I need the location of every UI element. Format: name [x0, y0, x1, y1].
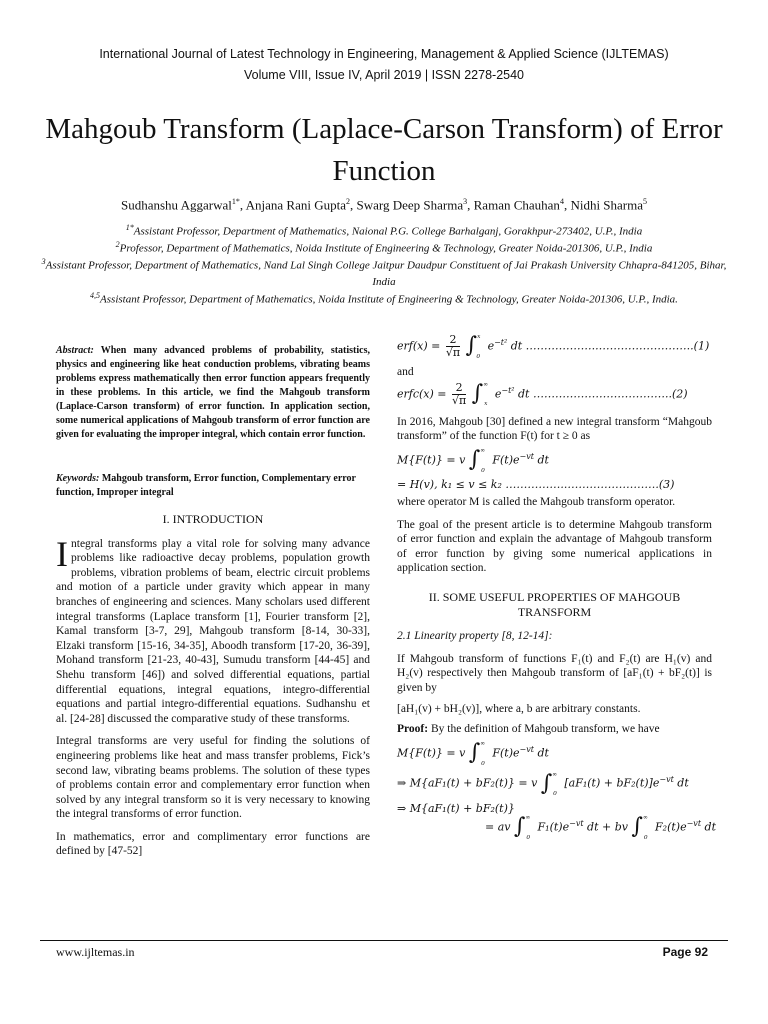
subsection-heading: 2.1 Linearity property [8, 12-14]: [397, 630, 553, 643]
affiliation: $^3$Assistant Professor, Department of Mathematics, Nand Lal Singh College Jaitpur Daudpur Constituent of Jai Prakash University Chhapra-841205, Bihar, India [41, 257, 727, 288]
journal-name: International Journal of Latest Technology in Engineering, Management & Applied Science (IJLTEMAS) [99, 47, 669, 61]
equation-mahgoub-def-2: = H(v), k₁ ≤ v ≤ k₂ ……………..…………………….(3) [397, 478, 675, 492]
keywords-label: Keywords: [56, 473, 100, 484]
equation-proof-3: ⇒ M{aF₁(t) + bF₂(t)} [397, 802, 515, 816]
goal-paragraph: The goal of the present article is to determine Mahgoub transform of error function and explain the advantage of Mahgoub transform of error function by giving some numerical applications in application section. [397, 518, 712, 575]
equation-proof-3b: = av $\int^\infty_0$ $F_1(t)e^{-vt}$ dt + bv $\int^\infty_0$ $F_2(t)e^{-vt}$ dt [485, 813, 716, 841]
author: Sudhanshu Aggarwal [120, 197, 232, 213]
footer-website-link[interactable]: www.ijltemas.in [56, 945, 135, 959]
intro-paragraph-3: In mathematics, error and complimentary error functions are defined by [47-52] [56, 830, 370, 858]
page-number: Page 92 [662, 945, 708, 959]
equation-erf: erf(x) = $\frac{2}{√\pi}$ ∫$^x_0$ $e^{-t^2}$ dt ………………..……………………..(1) [397, 333, 710, 360]
linearity-paragraph: If Mahgoub transform of functions F₁(t) and F₂(t) are H₁(v) and H₂(v) respectively then Mahgoub transform of [aF₁(t) + bF₂(t)] is given by [397, 652, 712, 694]
affiliation: $^{1*}$Assistant Professor, Department of Mathematics, Naional P.G. College Barhalganj, Gorakhpur-273402, U.P., India [125, 223, 643, 238]
affiliation: $^2$Professor, Department of Mathematics, Noida Institute of Engineering & Technology, Greater Noida-201306, U.P., India [115, 240, 653, 255]
affiliation: $^{4,5}$Assistant Professor, Department of Mathematics, Noida Institute of Engineering & Technology, Greater Noida-201306, U.P., India. [90, 291, 678, 306]
paper-title: Mahgoub Transform (Laplace-Carson Transform) of Error Function [45, 113, 723, 187]
proof-line: Proof: By the definition of Mahgoub transform, we have [397, 723, 660, 736]
and-text: and [397, 366, 414, 378]
author: Swarg Deep Sharma [356, 197, 464, 213]
intro-paragraph-2: Integral transforms are very useful for finding the solutions of engineering problems like heat and mass transfer problems, Fick’s second law, vibrating beams problems. The solution of these types of problems contain error and complementary error function when solved by any integral transform so it is very necessary to knowing the integral transforms of error function. [56, 735, 370, 821]
author: Nidhi Sharma [570, 197, 644, 213]
operator-text: where operator M is called the Mahgoub transform operator. [397, 496, 676, 509]
drop-cap: I [56, 533, 68, 574]
intro-paragraph-1: Integral transforms play a vital role for solving many advance problems like radioactive decay problems, population growth problems, vibration problems of beam, electric circuit problems and motion of a particle under gravity which appear in many branches of engineering and sciences. Many scholars used different integral transforms (Laplace transform [1], Fourier transform [2], Kamal transform [3-7, 29], Mahgoub transform [8-14, 30-33], Elzaki transform [15-16, 34-35], Aboodh transform [17-20, 36-39], Mohand transform [21-23, 40-43], Sumudu transform [44-45] and Shehu transform [46]) and solved differential equations, partial differential equations, integral equations, integro-differential equations and partial integro-differential equations. Sudhanshu et al. [24-28] discussed the comparative study of these transforms. [56, 533, 370, 725]
author-list: Sudhanshu Aggarwal$^{1*}$, Anjana Rani Gupta$^2$, Swarg Deep Sharma$^3$, Raman Chauhan$^4$, Nidhi Sharma$^5$ [120, 197, 648, 213]
keywords [56, 472, 370, 500]
abstract-label: Abstract: [56, 345, 94, 356]
keywords-text: Mahgoub transform, Error function, Complementary error function, Improper integral [56, 473, 356, 498]
journal-volume: Volume VIII, Issue IV, April 2019 | ISSN 2278-2540 [243, 68, 525, 82]
author: Anjana Rani Gupta [245, 197, 347, 213]
linearity-result: [aH₁(v) + bH₂(v)], where a, b are arbitrary constants. [397, 702, 641, 715]
section-heading-2: II. SOME USEFUL PROPERTIES OF MAHGOUB TRANSFORM [428, 589, 681, 619]
abstract-text: When many advanced problems of probability, statistics, physics and engineering like heat conduction problems, vibrating beams problems express mathematically then error function appears frequently in these problems. In this article, we find the Mahgoub transform (Laplace-Carson transform) of error function. In application section, some numerical applications of Mahgoub transform of error function are given for evaluating the improper integral, which contain error function. [56, 345, 370, 440]
abstract [56, 344, 370, 442]
journal-header [0, 44, 768, 86]
author: Raman Chauhan [473, 197, 560, 213]
equation-proof-1: M{F(t)} = v $\int^\infty_0$ $F(t)e^{-vt}$ dt [397, 740, 549, 767]
equation-erfc: erfc(x) = $\frac{2}{√\pi}$ $\int^\infty_x$ $e^{-t^2}$ dt ………………………………..(2) [397, 380, 688, 408]
section-heading: I. INTRODUCTION [162, 512, 264, 526]
right-column [397, 333, 716, 841]
equation-mahgoub-def: M{F(t)} = v $\int^\infty_0$ $F(t)e^{-vt}$ dt [397, 447, 549, 474]
equation-proof-2: ⇒ M{aF₁(t) + bF₂(t)} = v $\int^\infty_0$ $[aF_1(t) + bF_2(t)]e^{-vt}$ dt [397, 770, 689, 798]
definition-paragraph: In 2016, Mahgoub [30] defined a new integral transform “Mahgoub transform” of the function F(t) for t ≥ 0 as [397, 415, 712, 443]
intro-section [56, 512, 370, 859]
footer-divider [40, 940, 728, 941]
proof-label: Proof: [397, 723, 429, 736]
